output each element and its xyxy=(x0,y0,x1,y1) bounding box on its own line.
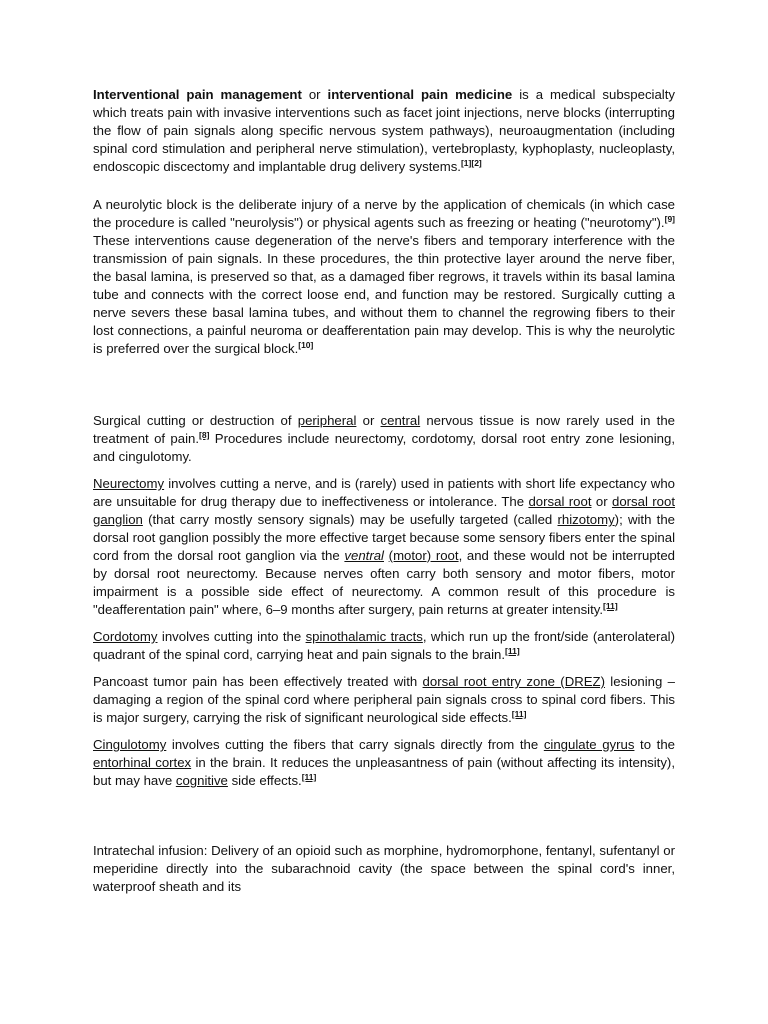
term-interventional-pain-medicine: interventional pain medicine xyxy=(327,87,513,102)
paragraph-neurolytic-block xyxy=(93,196,675,358)
paragraph-surgical-cutting xyxy=(93,412,675,466)
link-central[interactable]: central xyxy=(380,413,421,428)
link-dorsal-root-ganglion[interactable]: dorsal root ganglion xyxy=(93,494,676,527)
link-drez[interactable]: dorsal root entry zone (DREZ) xyxy=(422,674,605,689)
paragraph-cingulotomy xyxy=(93,736,675,790)
term-interventional-pain-management: Interventional pain management xyxy=(93,87,302,102)
link-dorsal-root[interactable]: dorsal root xyxy=(528,494,592,509)
text: or xyxy=(591,494,612,509)
citation: [9] xyxy=(664,214,675,224)
link-neurectomy[interactable]: Neurectomy xyxy=(93,476,165,491)
citation[interactable] xyxy=(302,772,317,782)
citation: [10] xyxy=(298,340,314,350)
text: is a medical subspecialty which treats pain with invasive interventions such as facet joint injections, nerve blocks (interrupting the flow of pain signals along specific nervous system pathways), neuroaugmentation (including spinal cord stimulation and peripheral nerve stimulation), vertebroplasty, kyphoplasty, nucleoplasty, endoscopic discectomy and implantable drug delivery systems. xyxy=(93,87,675,174)
text: side effects. xyxy=(227,773,302,788)
text: to the xyxy=(634,737,675,752)
link-cingulate-gyrus[interactable]: cingulate gyrus xyxy=(543,737,635,752)
citation-link[interactable]: [11] xyxy=(603,601,618,611)
paragraph-intrathecal-infusion xyxy=(93,842,675,896)
text: Procedures include neurectomy, cordotomy, dorsal root entry zone lesioning, and cingulotomy. xyxy=(93,431,675,464)
citation[interactable] xyxy=(199,430,209,440)
link-entorhinal-cortex[interactable]: entorhinal cortex xyxy=(93,755,192,770)
citation[interactable] xyxy=(505,646,520,656)
text: , and these would not be interrupted by dorsal root neurectomy. Because nerves often carry both sensory and motor fibers, motor impairment is a possible side effect of neurectomy. A common result of this procedure is "deafferentation pain" where, 6–9 months after surgery, pain returns at greater intensity. xyxy=(93,548,675,617)
citation: [1][2] xyxy=(460,158,482,168)
link-cordotomy[interactable]: Cordotomy xyxy=(93,629,158,644)
link-cingulotomy[interactable]: Cingulotomy xyxy=(93,737,167,752)
paragraph-interventional-pain xyxy=(93,86,675,176)
text: involves cutting a nerve, and is (rarely) used in patients with short life expectancy who are unsuitable for drug therapy due to ineffectiveness or intolerance. The xyxy=(93,476,675,509)
text: A neurolytic block is the deliberate injury of a nerve by the application of chemicals (in which case the procedure is called "neurolysis") or physical agents such as freezing or heating ("neurotomy"). xyxy=(93,197,675,230)
text: or xyxy=(356,413,381,428)
link-peripheral[interactable]: peripheral xyxy=(297,413,357,428)
citation-link[interactable]: [8] xyxy=(199,430,210,440)
text: or xyxy=(301,87,328,102)
text: , which run up the front/side (anterolateral) quadrant of the spinal cord, carrying heat and pain signals to the brain. xyxy=(93,629,676,662)
link-rhizotomy[interactable]: rhizotomy xyxy=(557,512,615,527)
paragraph-cordotomy xyxy=(93,628,675,664)
link-motor-root[interactable]: (motor) root xyxy=(388,548,459,563)
paragraph-drez xyxy=(93,673,675,727)
text: Surgical cutting or destruction of xyxy=(93,413,298,428)
text: Pancoast tumor pain has been effectively treated with xyxy=(93,674,423,689)
text: nervous tissue is now rarely used in the treatment of pain. xyxy=(93,413,676,446)
citation[interactable] xyxy=(512,709,527,719)
text: ); with the dorsal root ganglion possibly the more effective target because some sensory fibers enter the spinal cord from the dorsal root ganglion via the xyxy=(93,512,675,563)
text: involves cutting into the xyxy=(157,629,306,644)
text: (that carry mostly sensory signals) may be usefully targeted (called xyxy=(142,512,558,527)
citation-link[interactable]: [11] xyxy=(505,646,520,656)
paragraph-neurectomy xyxy=(93,475,675,619)
link-spinothalamic-tracts[interactable]: spinothalamic tracts xyxy=(305,629,423,644)
link-ventral[interactable]: ventral xyxy=(344,548,384,563)
text: lesioning – damaging a region of the spinal cord where peripheral pain signals cross to spinal cord fibers. This is major surgery, carrying the risk of significant neurological side effects. xyxy=(93,674,675,725)
link-cognitive[interactable]: cognitive xyxy=(175,773,228,788)
citation[interactable] xyxy=(603,601,618,611)
citation-link[interactable]: [11] xyxy=(511,709,527,719)
text: These interventions cause degeneration of the nerve's fibers and temporary interference with the transmission of pain signals. In these procedures, the thin protective layer around the nerve fiber, the basal lamina, is preserved so that, as a damaged fiber regrows, it travels within its basal lamina tube and connects with the correct loose end, and function may be restored. Surgically cutting a nerve severs these basal lamina tubes, and without them to channel the regrowing fibers to their lost connections, a painful neuroma or deafferentation pain may develop. This is why the neurolytic is preferred over the surgical block. xyxy=(93,233,675,356)
text: in the brain. It reduces the unpleasantness of pain (without affecting its intensity), but may have xyxy=(93,755,675,788)
text: involves cutting the fibers that carry signals directly from the xyxy=(166,737,544,752)
citation-link[interactable]: [11] xyxy=(301,772,317,782)
text: Intratechal infusion: Delivery of an opioid such as morphine, hydromorphone, fentanyl, sufentanyl or meperidine directly into the subarachnoid cavity (the space between the spinal cord's inner, waterproof sheath and its xyxy=(93,843,675,894)
